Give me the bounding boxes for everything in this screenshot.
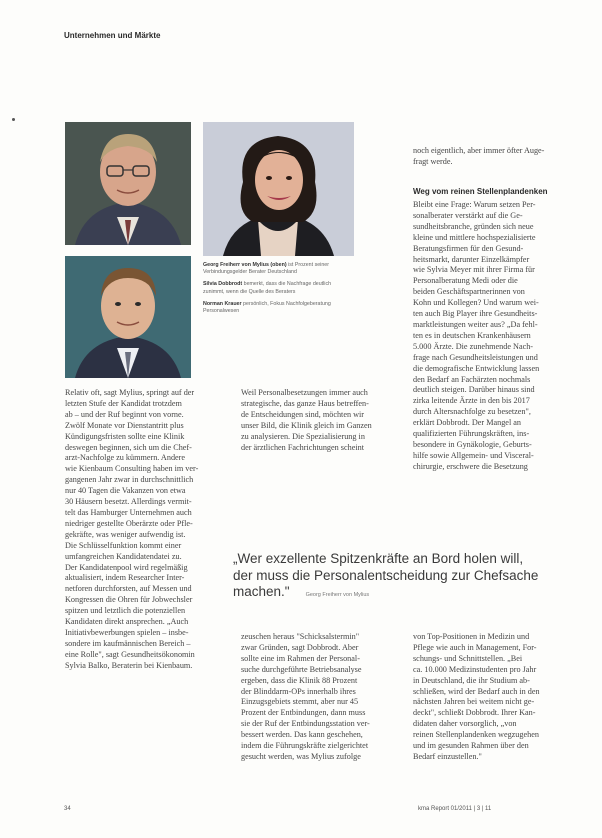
right-column-line: 5.000 Ärzte. Die zunehmende Nach- — [413, 341, 534, 351]
left-column-line: Relativ oft, sagt Mylius, springt auf der — [65, 388, 195, 397]
quote-source: Georg Freiherr von Mylius — [305, 592, 370, 598]
right-column-line: hilfe sowie Allgemein- und Visceral- — [413, 450, 534, 460]
middle-column-line: der Blinddarm-OPs innerhalb ihres — [241, 686, 356, 696]
article-column-right-bottom — [413, 632, 573, 763]
page-number: 34 — [64, 806, 71, 812]
left-column-line: deswegen beginnen, sich um die Chef- — [65, 442, 192, 452]
caption-georg: Georg Freiherr von Mylius (oben) ist Prozent seiner Verbindungsgelder Berater Deutschland — [203, 262, 329, 276]
right-column-line: Pflege wie auch in Management, For- — [413, 642, 537, 652]
right-column-line: Personalberatung Medi oder die — [413, 276, 518, 286]
middle-column-line: indem die Führungskräfte zielgerichtet — [241, 741, 369, 751]
middle-column-line: zwar Gründen, sagt Dobbrodt. Aber — [241, 642, 359, 652]
middle-column-line: gesucht werden, was Mylius zufolge — [241, 751, 361, 761]
right-column-line: deutlich steigen. Darüber hinaus sind — [413, 385, 535, 395]
right-column-line: den Bedarf an Fachärzten nochmals — [413, 374, 531, 384]
article-column-middle-top — [241, 388, 401, 453]
right-column-line: ten es in deutschen Krankenhäusern — [413, 330, 531, 340]
left-column-line: arzt-Nachfolge zu kümmern. Andere — [65, 453, 186, 463]
article-column-right-top — [413, 146, 573, 168]
quote-line-3: machen." Georg Freiherr von Mylius — [233, 584, 370, 599]
right-column-line: noch eigentlich, aber immer öfter Auge- — [413, 146, 545, 155]
left-column-line: Der Kandidatenpool wird regelmäßig — [65, 562, 188, 572]
middle-column-line: sie der Ruf der Entbindungsstation ver- — [241, 719, 370, 729]
middle-column-line: strategische, das ganze Haus betreffen- — [241, 398, 369, 408]
right-column-line: Bedarf einzustellen." — [413, 751, 482, 761]
left-column-line: 30 Häusern besetzt. Allerdings vermit- — [65, 497, 192, 507]
left-column-line: nur 40 Tagen die Vakanzen von etwa — [65, 486, 186, 496]
article-column-right — [413, 200, 573, 473]
photo-silvia-dobbrodt — [203, 122, 354, 256]
left-column-line: Zwölf Monate vor Dienstantritt plus — [65, 420, 184, 430]
middle-column-line: Prozent der Entbindungen, dann muss — [241, 708, 366, 718]
middle-column-line: Weil Personalbesetzungen immer auch — [241, 388, 368, 397]
left-column-line: telt das Hamburger Unternehmen auch — [65, 507, 192, 517]
left-column-line: umfangreichen Kandidatendatei zu. — [65, 551, 182, 561]
left-column-line: Initiativbewerbungen spielen – insbe- — [65, 627, 189, 637]
right-column-line: heitsmarkt, darunter Einzelkämpfer — [413, 254, 530, 264]
pull-quote — [233, 551, 573, 604]
middle-column-line: suche durchgeführte Betriebsanalyse — [241, 664, 362, 674]
right-column-line: sonalberater verstärkt auf die Ge- — [413, 210, 523, 220]
left-column-line: niedriger gestellte Oberärzte oder Pfle- — [65, 518, 193, 528]
right-column-line: zirka leitende Ärzte in den bis 2017 — [413, 396, 530, 406]
middle-column-line: der ärztlichen Fachrichtungen scheint — [241, 442, 364, 452]
left-column-line: Kongressen die Ohren für Jobwechsler — [65, 595, 193, 605]
left-column-line: wie Kienbaum Consulting haben im ver- — [65, 464, 199, 474]
right-column-line: und im gesunden Rahmen über den — [413, 741, 529, 751]
portrait-woman-image — [203, 122, 354, 256]
middle-column-line: bessert werden. Das kann geschehen, — [241, 730, 363, 740]
right-column-line: in Deutschland, die ihr Studium ab- — [413, 675, 530, 685]
magazine-footer: kma Report 01/2011 | 3 | 11 — [418, 806, 492, 812]
portrait-man-glasses-image — [65, 122, 191, 245]
middle-column-line: unser Bild, die Klinik gleich im Ganzen — [241, 420, 372, 430]
middle-column-line: de Entscheidungen sind, möchten wir — [241, 409, 365, 419]
right-column-line: schungs- und Schnittstellen. „Bei — [413, 653, 523, 663]
left-column-line: aktualisiert, indem Researcher Inter- — [65, 573, 185, 583]
right-column-line: schließen, wird der Bedarf auch in den — [413, 686, 540, 696]
quote-line-2: der muss die Personalentscheidung zur Chefsache — [233, 567, 539, 583]
left-column-line: gangenen Jahr zwar in durchschnittlich — [65, 475, 194, 485]
portrait-young-man-image — [65, 256, 191, 378]
right-column-line: ten auch Big Player ihre Gesundheits- — [413, 309, 538, 319]
subheading: Weg vom reinen Stellenplandenken — [413, 187, 548, 196]
middle-column-line: zeuschen heraus "Schicksalstermin" — [241, 632, 360, 641]
right-column-line: wie Sylvia Meyer mit ihrer Firma für — [413, 265, 535, 275]
right-column-line: frage nach Gesundheitsleistungen und — [413, 352, 538, 362]
left-column-line: spitzen und letztlich die potenziellen — [65, 606, 186, 616]
left-column-line: Die Schlüsselfunktion kommt einer — [65, 540, 182, 550]
right-column-line: kleine und mittlere hochspezialisierte — [413, 232, 536, 242]
margin-dot — [12, 118, 15, 121]
right-column-line: besondere in Gynäkologie, Geburts- — [413, 439, 532, 449]
caption-norman: Norman Krauer persönlich, Fokus Nachfolgeberatung Personalwesen — [203, 300, 331, 315]
right-column-line: reinen Stellenplandenken wegzugehen — [413, 730, 539, 740]
left-column-line: netforen durchforsten, auf Messen und — [65, 584, 192, 594]
right-column-line: ca. 10.000 Medizinstudenten pro Jahr — [413, 664, 537, 674]
article-column-left — [65, 388, 225, 672]
photo-norman-krauer — [65, 256, 191, 378]
right-column-line: fragt werde. — [413, 156, 453, 166]
left-column-line: gekräfte, was weniger aufwendig ist. — [65, 529, 186, 539]
left-column-line: Sylvia Balko, Beraterin bei Kienbaum. — [65, 660, 193, 670]
quote-line-1: „Wer exzellente Spitzenkräfte an Bord holen will, — [233, 551, 524, 566]
photo-georg-freiherr — [65, 122, 191, 245]
left-column-line: sondere im kaufmännischen Bereich – — [65, 638, 191, 648]
left-column-line: Kündigungsfristen sollte eine Klinik — [65, 431, 185, 441]
left-column-line: letzten Stufe der Kandidat trotzdem — [65, 398, 182, 408]
right-column-line: die demografische Entwicklung lassen — [413, 363, 540, 373]
middle-column-line: ergeben, dass die Klinik 88 Prozent — [241, 675, 358, 685]
right-column-line: erklärt Dobbrodt. Der Mangel an — [413, 418, 521, 428]
right-column-line: chirurgie, erschwere die Besetzung — [413, 461, 528, 471]
right-column-line: deckt", schließt Dobbrodt. Ihrer Kan- — [413, 708, 536, 718]
right-column-line: qualifizierten Führungskräften, ins- — [413, 429, 530, 439]
right-column-line: Beratungsfirmen für den Gesund- — [413, 243, 524, 253]
right-column-line: marktleistungen weiter aus? „Da fehl- — [413, 319, 538, 329]
right-column-line: von Top-Positionen in Medizin und — [413, 632, 530, 641]
middle-column-line: sollte eine im Rahmen der Personal- — [241, 653, 360, 663]
section-header: Unternehmen und Märkte — [64, 31, 161, 40]
right-column-line: Bleibt eine Frage: Warum setzen Per- — [413, 200, 536, 209]
middle-column-line: Einzugsgebiets stemmt, aber nur 45 — [241, 697, 359, 707]
left-column-line: eine Rolle", sagt Gesundheitsökonomin — [65, 649, 195, 659]
right-column-line: durch Altersnachfolge zu besetzen", — [413, 407, 531, 417]
right-column-line: nächsten Jahren bei weitem nicht ge- — [413, 697, 535, 707]
left-column-line: ab – und der Ruf beginnt von vorne. — [65, 409, 184, 419]
right-column-line: didaten daher vorsorglich, „von — [413, 719, 517, 729]
middle-column-line: zu analysieren. Die Spezialisierung in — [241, 431, 365, 441]
right-column-line: sundheitsbranche, gründen sich neue — [413, 221, 534, 231]
left-column-line: Kandidaten direkt ansprechen. „Auch — [65, 617, 189, 627]
caption-silvia: Silvia Dobbrodt bemerkt, dass die Nachfrage deutlich zunimmt, wenn die Quelle des Beraters — [203, 281, 332, 295]
right-column-line: Kohn und Kollegen? Und warum wei- — [413, 298, 539, 308]
article-column-middle-bottom — [241, 632, 401, 763]
photo-captions — [203, 262, 353, 320]
right-column-line: beiden Geschäftspartnerinnen von — [413, 287, 525, 297]
